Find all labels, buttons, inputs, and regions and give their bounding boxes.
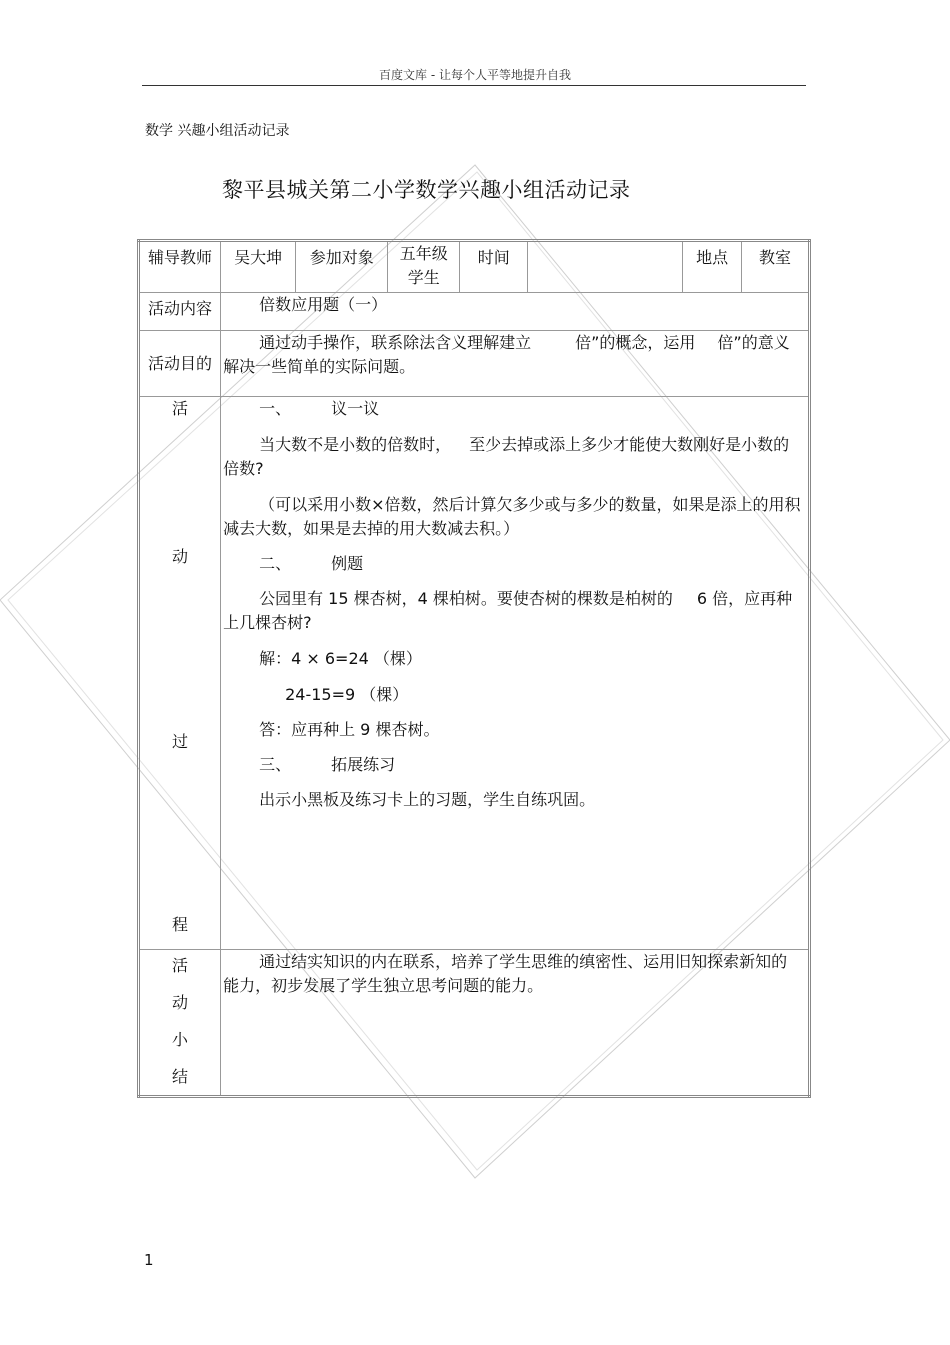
section-2-number: 二、: [259, 554, 292, 573]
purpose-text-3: 倍”的意义解决一些简单的实际问题。: [223, 333, 790, 376]
question-text-a: 当大数不是小数的倍数时，: [259, 435, 452, 454]
info-row: [139, 241, 810, 293]
section-2-heading: [223, 552, 802, 576]
summary-label-char: 结: [172, 1067, 189, 1086]
solution-line-2: 24-15=9 （棵）: [285, 685, 409, 704]
example-text-a: 公园里有 15 棵杏树，4 棵柏树。要使杏树的棵数是柏树的: [259, 589, 673, 608]
purpose-value: [221, 331, 810, 397]
teacher-value: 吴大坤: [221, 241, 296, 293]
practice-paragraph: 出示小黑板及练习卡上的习题，学生自练巩固。: [259, 790, 596, 809]
section-3-title: 拓展练习: [331, 755, 396, 774]
teacher-label: 辅导教师: [139, 241, 221, 293]
content-row: [139, 293, 810, 331]
summary-row: [139, 950, 810, 1097]
process-label-char: 活: [172, 399, 189, 418]
participants-value: [388, 241, 460, 293]
summary-text: 通过结实知识的内在联系，培养了学生思维的缜密性、运用旧知探索新知的能力，初步发展了学生独立思考问题的能力。: [223, 952, 788, 995]
section-1-heading: [223, 397, 802, 421]
page-header: 百度文库 - 让每个人平等地提升自我: [379, 68, 571, 82]
question-text-b: 至少去掉或添上多少才能使大数刚好是小数的倍数?: [223, 435, 790, 478]
purpose-text-1: 通过动手操作，联系除法含义理解建立: [259, 333, 532, 352]
subject-line: 数学 兴趣小组活动记录: [145, 123, 290, 139]
header-divider: [142, 85, 806, 86]
section-1-number: 一、: [259, 399, 292, 418]
participants-students: 学生: [407, 268, 440, 287]
participants-label: 参加对象: [296, 241, 388, 293]
solution-line-1: 解：4 × 6=24 （棵）: [259, 649, 422, 668]
example-text-b: 6 倍，应再种上几棵杏树?: [223, 589, 793, 632]
process-row: [139, 397, 810, 950]
purpose-text: [223, 331, 802, 379]
purpose-text-2: 倍”的概念，运用: [575, 333, 696, 352]
place-value: 教室: [742, 241, 810, 293]
content-label: 活动内容: [139, 293, 221, 331]
time-value: [528, 241, 683, 293]
question-paragraph: [223, 433, 802, 481]
document-title: 黎平县城关第二小学数学兴趣小组活动记录: [222, 178, 631, 202]
section-3-number: 三、: [259, 755, 292, 774]
section-2-title: 例题: [331, 554, 364, 573]
participants-grade: 五年级: [399, 244, 448, 263]
section-3-heading: [223, 753, 802, 777]
summary-label-char: 活: [172, 956, 189, 975]
answer-line: 答：应再种上 9 棵杏树。: [259, 720, 440, 739]
place-label: 地点: [683, 241, 742, 293]
activity-record-table: [137, 239, 811, 1098]
summary-label-char: 动: [172, 993, 189, 1012]
page-number: 1: [144, 1251, 154, 1269]
summary-label: [139, 950, 221, 1097]
purpose-label: 活动目的: [139, 331, 221, 397]
process-label-char: 程: [172, 915, 189, 934]
summary-content: [221, 950, 810, 1097]
process-content: [221, 397, 810, 950]
section-1-title: 议一议: [331, 399, 380, 418]
content-value: [221, 293, 810, 331]
process-label-char: 过: [172, 732, 189, 751]
purpose-row: [139, 331, 810, 397]
time-label: 时间: [460, 241, 528, 293]
method-paragraph: （可以采用小数×倍数，然后计算欠多少或与多少的数量，如果是添上的用积减去大数，如果是去掉的用大数减去积。）: [223, 495, 801, 538]
process-label: [139, 397, 221, 950]
summary-label-char: 小: [172, 1030, 189, 1049]
content-text: 倍数应用题（一）: [259, 295, 388, 314]
example-paragraph: [223, 587, 802, 635]
process-label-char: 动: [172, 547, 189, 566]
